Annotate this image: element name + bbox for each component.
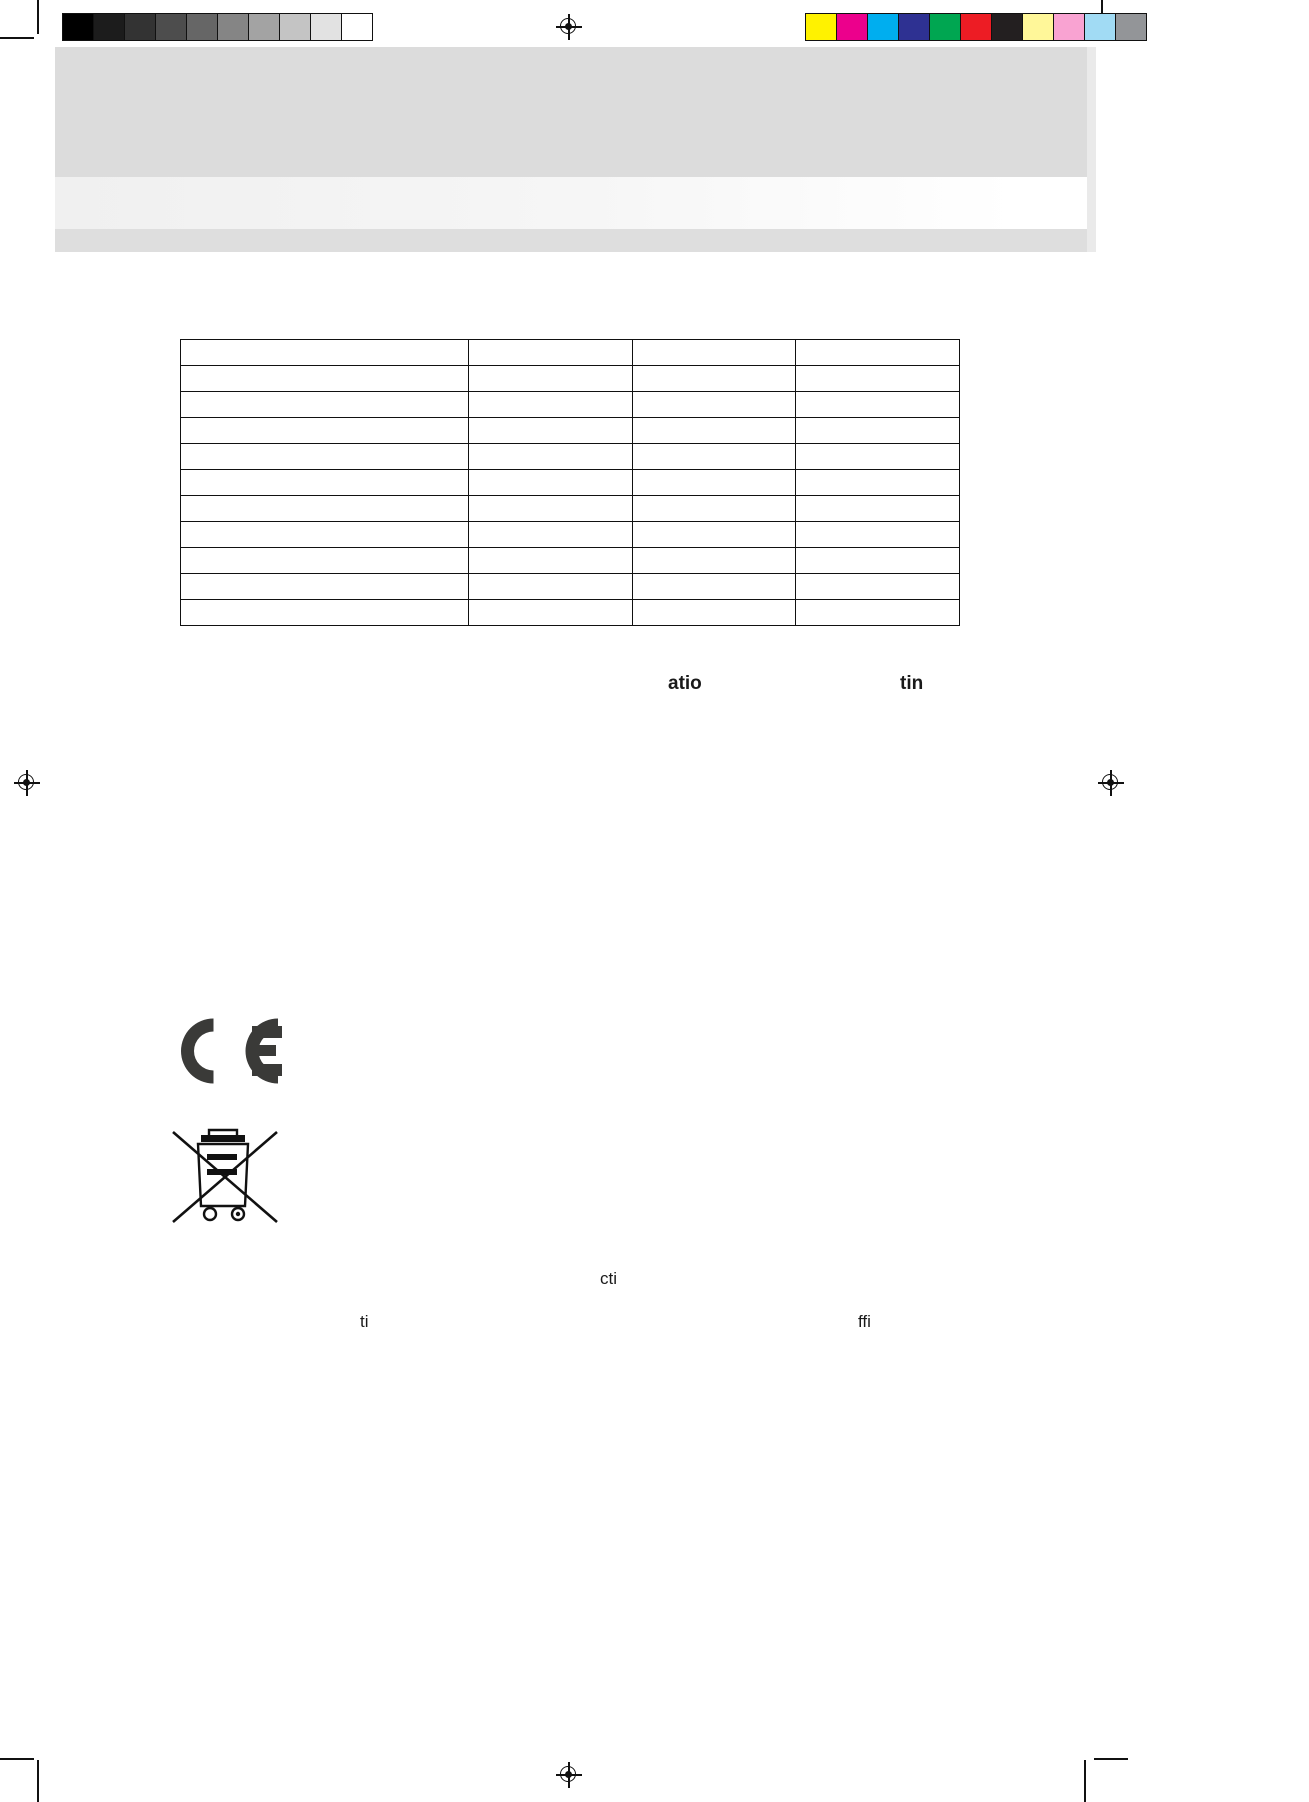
fragment-ti: ti — [360, 1312, 369, 1331]
fragment-ffi: ffi — [858, 1312, 871, 1331]
table-cell — [181, 574, 469, 600]
column-header — [181, 340, 469, 366]
table-cell — [469, 366, 633, 392]
table-cell — [796, 366, 960, 392]
table-cell — [181, 366, 469, 392]
table-row — [181, 444, 960, 470]
color-swatch-8 — [1053, 14, 1084, 40]
color-swatch-8 — [310, 14, 341, 40]
color-swatch-3 — [898, 14, 929, 40]
registration-target-top — [556, 14, 582, 40]
table-cell — [181, 600, 469, 626]
table-row — [181, 522, 960, 548]
column-header — [633, 340, 796, 366]
header-band-footer — [55, 229, 1096, 252]
table-cell — [469, 392, 633, 418]
table-cell — [796, 470, 960, 496]
color-swatch-7 — [1022, 14, 1053, 40]
column-header — [469, 340, 633, 366]
table-cell — [796, 392, 960, 418]
table-cell — [469, 444, 633, 470]
table-cell — [181, 548, 469, 574]
table-cell — [796, 522, 960, 548]
table-row — [181, 392, 960, 418]
header-band-gradient — [55, 177, 1015, 229]
registration-center-dot — [565, 23, 572, 30]
table-cell — [469, 522, 633, 548]
table-cell — [796, 548, 960, 574]
color-swatch-0 — [63, 14, 93, 40]
color-swatch-4 — [186, 14, 217, 40]
table-cell — [469, 600, 633, 626]
header-band-main — [55, 47, 1096, 177]
table-cell — [469, 574, 633, 600]
registration-center-dot — [1107, 779, 1114, 786]
header-band-right-edge — [1087, 47, 1096, 252]
registration-center-dot — [23, 779, 30, 786]
color-swatch-4 — [929, 14, 960, 40]
table-cell — [633, 418, 796, 444]
table-row — [181, 574, 960, 600]
table-row — [181, 548, 960, 574]
registration-target-bottom — [556, 1762, 582, 1788]
table-cell — [181, 496, 469, 522]
table-cell — [469, 418, 633, 444]
specification-table-head — [181, 340, 960, 366]
color-swatch-7 — [279, 14, 310, 40]
table-cell — [181, 444, 469, 470]
table-cell — [796, 574, 960, 600]
table-row — [181, 418, 960, 444]
column-header — [796, 340, 960, 366]
color-swatch-5 — [960, 14, 991, 40]
weee-crossed-out-wheelie-bin-icon — [165, 1122, 287, 1230]
color-control-strip — [805, 13, 1147, 41]
registration-center-dot — [565, 1771, 572, 1778]
crop-mark-bottom-right-horizontal — [1094, 1758, 1128, 1760]
table-cell — [181, 392, 469, 418]
table-cell — [796, 418, 960, 444]
page-header-band — [55, 47, 1096, 252]
color-swatch-0 — [806, 14, 836, 40]
color-swatch-6 — [248, 14, 279, 40]
table-row — [181, 470, 960, 496]
table-cell — [633, 574, 796, 600]
crop-mark-bottom-right-vertical — [1084, 1760, 1086, 1802]
table-cell — [181, 470, 469, 496]
table-cell — [181, 522, 469, 548]
table-cell — [181, 418, 469, 444]
table-row — [181, 496, 960, 522]
table-cell — [633, 470, 796, 496]
color-swatch-2 — [124, 14, 155, 40]
color-swatch-2 — [867, 14, 898, 40]
color-swatch-9 — [1084, 14, 1115, 40]
color-swatch-6 — [991, 14, 1022, 40]
table-cell — [633, 600, 796, 626]
registration-target-right — [1098, 770, 1124, 796]
grayscale-control-strip — [62, 13, 373, 41]
table-row — [181, 600, 960, 626]
table-cell — [796, 496, 960, 522]
table-row — [181, 366, 960, 392]
color-swatch-3 — [155, 14, 186, 40]
color-swatch-9 — [341, 14, 372, 40]
crop-mark-bottom-left-horizontal — [0, 1758, 34, 1760]
table-cell — [469, 470, 633, 496]
table-cell — [796, 600, 960, 626]
table-cell — [633, 392, 796, 418]
table-cell — [633, 522, 796, 548]
crop-mark-top-left-horizontal — [0, 37, 34, 39]
table-cell — [633, 496, 796, 522]
registration-target-left — [14, 770, 40, 796]
color-swatch-5 — [217, 14, 248, 40]
table-cell — [469, 496, 633, 522]
ce-conformity-mark — [168, 1006, 288, 1096]
table-header-row — [181, 340, 960, 366]
crop-mark-bottom-left-vertical — [37, 1760, 39, 1802]
color-swatch-1 — [93, 14, 124, 40]
fragment-tin: tin — [900, 673, 924, 694]
table-cell — [469, 548, 633, 574]
fragment-atio: atio — [668, 673, 702, 694]
specification-table-body — [181, 366, 960, 626]
table-cell — [633, 444, 796, 470]
specification-table — [180, 339, 960, 626]
table-cell — [796, 444, 960, 470]
fragment-cti: cti — [600, 1269, 617, 1288]
color-swatch-10 — [1115, 14, 1146, 40]
color-swatch-1 — [836, 14, 867, 40]
table-cell — [633, 366, 796, 392]
crop-mark-top-left-vertical — [37, 0, 39, 34]
table-cell — [633, 548, 796, 574]
